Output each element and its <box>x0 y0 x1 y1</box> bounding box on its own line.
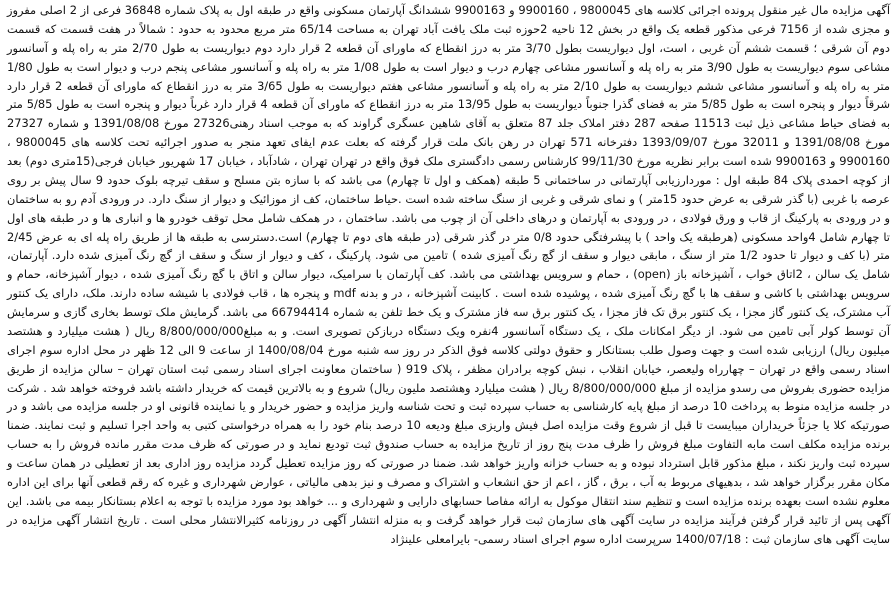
notice-body-text: آگهی مزایده مال غیر منقول پرونده اجرائی کلاسه های 9800045 ، 9900160 و 9900163 ششدانگ آپارتمان مسکونی واقع در طبقه اول به پلاک شماره 36848 فرعی از 2 اصلی مفروز و مجزی شده از 7156 فرعی مذکور قطعه یک واقع در بخش 12 ناحیه 2حوزه ثبت ملک یافت آباد تهران به مساحت 65/14 متر مربع محدود به حدود : شمالاً در هفت قسمت که قسمت دوم آن شرقی ؛ قسمت ششم آن غربی ، است، اول دیواریست بطول 3/70 متر به درز انقطاع که ماورای آن قطعه 2 قرار دارد دوم دیواریست به طول 2/70 متر به راه پله و آسانسور مشاعی سوم دیواریست به طول 3/90 متر به راه پله و آسانسور مشاعی چهارم درب و دیوار است به طول 1/08 متر به راه پله و آسانسور مشاعی پنجم درب و دیوار است به طول 1/80 متر به راه پله و آسانسور مشاعی ششم دیواریست به طول 2/10 متر به راه پله و آسانسور مشاعی هفتم دیواریست به طول 3/65 متر به درز انقطاع که ماورای آن قطعه 2 قرار دارد شرقاً دیوار و پنجره است به طول 5/85 متر به فضای گذرا جنوباً دیواریست به طول 13/95 متر به درز انقطاع که ماورای آن قطعه 4 قرار دارد غرباً دیوار و پنجره است به طول 5/85 متر به فضای حیاط مشاعی ذیل ثبت 11513 صفحه 287 دفتر املاک جلد 87 متعلق به آقای شاهین عسگری گراوند که به موجب اسناد رهنی27326 مورخ 1391/08/08 و شماره 27327 مورخ 1391/08/08 و 32011 مورخ 1393/09/07 دفترخانه 571 تهران در رهن بانک ملت قرار گرفته که بعلت عدم ایفای تعهد منجر به صدور اجرائیه تحت کلاسه های 9800045 ، 9900160 و 9900163 شده است برابر نظریه مورخ 99/11/30 کارشناس رسمی دادگستری ملک فوق واقع در تهران تهران ، شادآباد ، خیابان 17 شهریور خیابان فرجی(15متری دوم) بعد از کوچه احمدی پلاک 84 طبقه اول : موردارزیابی آپارتمانی در ساختمانی 5 طبقه (همکف و اول تا چهارم) می باشد که با سازه بتن مسلح و سقف تیرچه بلوک حدود 9 سال پیش بر روی عرصه با غربی (با گذر شرقی به عرض حدود 15متر ) و نمای شرقی و غربی از سنگ ساخته شده است .حیاط ساختمان، کف از موزائیک و دیوار از سنگ دارد. در ورودی آدم رو به ساختمان و در ورودی به پارکینگ از قاب و ورق فولادی ، در ورودی به آپارتمان و درهای داخلی آن از چوب می باشد. ساختمان ، در همکف شامل محل توقف خودرو ها و انباری ها و در طبقه های اول تا چهارم شامل 4واحد مسکونی (هرطبقه یک واحد ) با پیشرفتگی حدود 0/8 متر در گذر شرقی (در طبقه های دوم تا چهارم) است.دسترسی به طبقه ها از طریق راه پله ای به عرض 2/45 متر (با کف و دیوار تا حدود 1/2 متر از سنگ ، مابقی دیوار و سقف از گچ رنگ آمیزی شده ) تامین می شود. پارکینگ ، کف و دیوار از سنگ و سقف از گچ رنگ آمیزی شده دارد. آپارتمان، شامل یک سالن ، 2اتاق خواب ، آشپزخانه باز (open) ، حمام و سرویس بهداشتی می باشد. کف آپارتمان با سرامیک، دیوار سالن و اتاق با گچ رنگ آمیزی شده ، دیوار آشپزخانه، حمام و سرویس بهداشتی با کاشی و سقف ها با گچ رنگ آمیزی شده ، پوشیده شده است . کابینت آشپزخانه ، در و بدنه mdf و پنجره ها ، قاب فولادی با شیشه ساده دارند. ملک، دارای یک کنتور آب مشترک، یک کنتور گاز مجزا ، یک کنتور برق تک فاز مجزا ، یک کنتور برق سه فاز مشترک و یک خط تلفن به شماره 66794414 می باشد. گرمایش ملک توسط بخاری گازی و سرمایش آن توسط کولر آبی تامین می شود. از دیگر امکانات ملک ، یک دستگاه آسانسور 4نفره ویک دستگاه دربازکن تصویری است. و به مبلغ8/800/000/000 ریال ( هشت میلیارد و هشتصد میلیون ریال) ارزیابی شده است و جهت وصول طلب بستانکار و حقوق دولتی کلاسه فوق الذکر در روز سه شنبه مورخ 1400/08/04 از ساعت 9 الی 12 ظهر در محل اداره سوم اجرای اسناد رسمی واقع در تهران – چهارراه ولیعصر، خیابان انقلاب ، نبش کوچه برادران مظفر ، پلاک 919 ( ساختمان معاونت اجرای اسناد رسمی ثبت استان تهران – سالن مزایده از طریق مزایده حضوری بفروش می رسدو مزایده از مبلغ 8/800/000/000 ریال ( هشت میلیارد وهشتصد ملیون ریال) شروع و به بالاترین قیمت که خریدار داشته باشد فروخته خواهد شد . شرکت در جلسه مزایده منوط به پرداخت 10 درصد از مبلغ پایه کارشناسی به حساب سپرده ثبت و تحت شناسه واریز مزایده و حضور خریدار و یا نماینده قانونی او در جلسه مزایده می باشد و در صورتیکه کلا یا جزئاً خریداران میبایست تا قبل از شروع وقت مزایده اصل فیش واریزی مبلغ ودیعه 10 درصد بنام خود را به همراه درخواستی کتبی به واحد اجرا تسلیم و ثبت نمایند. ضمنا برنده مزایده مکلف است مابه التفاوت مبلغ فروش را ظرف مدت پنج روز از تاریخ مزایده به حساب صندوق ثبت تودیع نماید و در صورتی که ظرف مدت مقرر مانده فروش را به حساب سپرده ثبت واریز نکند ، مبلغ مذکور قابل استرداد نبوده و به حساب خزانه واریز خواهد شد. ضمنا در صورتی که روز مزایده تعطیل گردد مزایده روز اداری بعد از تعطیلی در همان ساعت و مکان مقرر برگزار خواهد شد ، بدهیهای مربوط به آب ، برق ، گاز ، اعم از حق انشعاب و اشتراک و مصرف و نیز بدهی مالیاتی ، عوارض شهرداری و غیره که رقم قطعی آنها برای این اداره معلوم نشده است بعهده برنده مزایده است و تنظیم سند انتقال موکول به ارائه مفاصا حسابهای دارایی و شهرداری و ... خواهد بود مورد مزایده با توجه به اعلام بستانکار بیمه می باشد. این آگهی پس از تائید قرار گرفتن فرآیند مزایده در سایت آگهی های سازمان ثبت قرار خواهد گرفت و به منزله انتشار آگهی در روزنامه کثیرالانتشار محلی است . تاریخ انتشار آگهی مزایده در سایت آگهی های سازمان ثبت : 1400/07/18 سرپرست اداره سوم اجرای اسناد رسمی- بایرامعلی علینژاد <box>7 3 891 546</box>
